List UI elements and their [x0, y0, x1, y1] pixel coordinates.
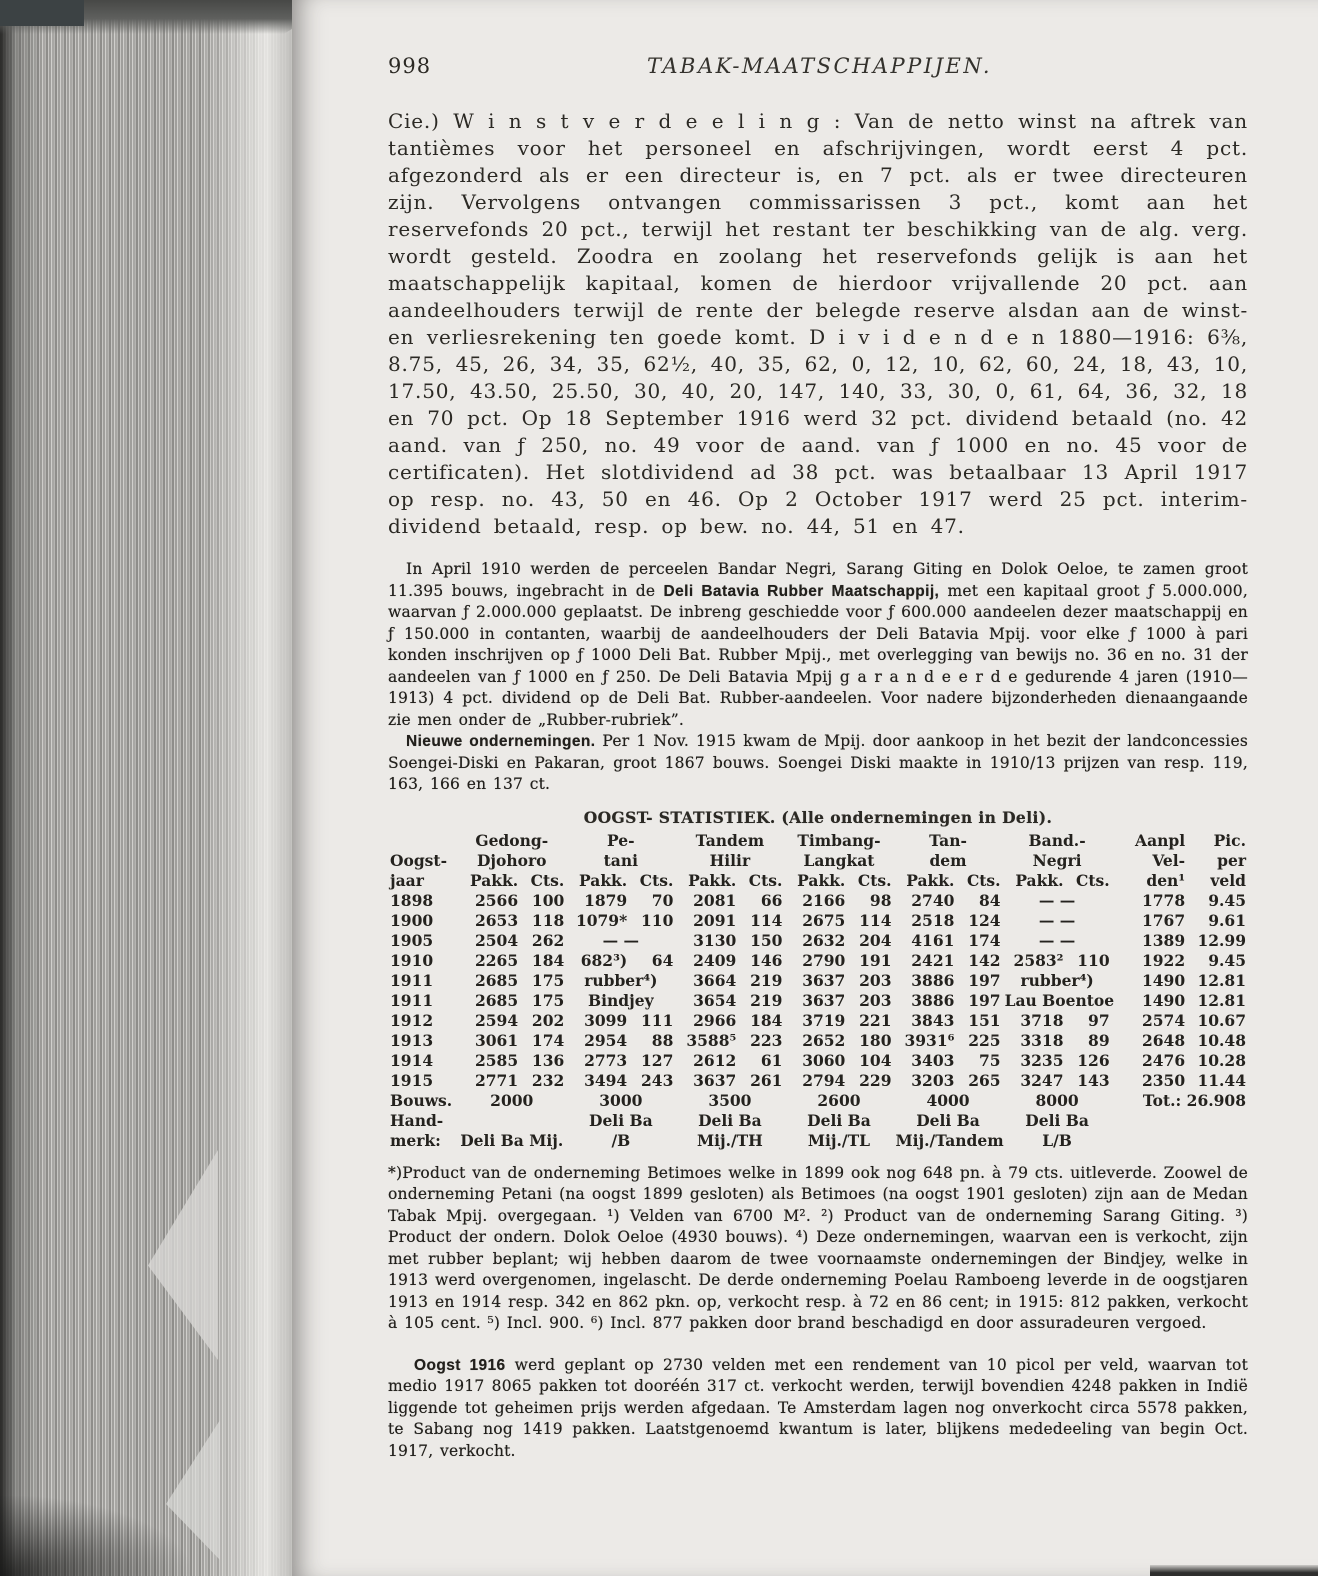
cents-cell: 61 [760, 1050, 783, 1070]
column-header: Aanpl [1135, 830, 1186, 850]
cents-cell: 175 [531, 990, 565, 1010]
cents-cell: 143 [1077, 1070, 1110, 1090]
cents-cell: 98 [869, 890, 892, 910]
cents-cell: 110 [641, 910, 674, 930]
data-row [388, 931, 1248, 951]
column-header: Vel- [1152, 850, 1186, 870]
cents-cell: 243 [641, 1070, 674, 1090]
bouws-cell: 3000 [599, 1090, 643, 1110]
picol-cell: 12.81 [1197, 970, 1246, 990]
pakken-cell: 3886 [911, 990, 955, 1010]
cents-cell: 204 [859, 930, 892, 950]
pakken-cell: 3061 [474, 1030, 519, 1050]
column-header: Pakk. [469, 870, 519, 890]
year-cell: 1911 [390, 990, 434, 1010]
column-header: Cts. [1076, 870, 1110, 890]
text-run: *)Product van de onderneming Betimoes welke in 1899 ook nog 648 pn. à 79 cts. uitleverde. Zoowel de onderneming Petani (na oogst 1899 gesloten) als Betimoes (na oogst 1901 gesloten) zijn aan de Medan Tabak Mpij. overgegaan. ¹) Velden van 6700 M². ²) Product van de onderneming Sarang Giting. ³) Product der ondern. Dolok Oeloe (4930 bouws). ⁴) Deze ondernemingen, waarvan een is verkocht, zijn met rubber beplant; wij hebben daarom de twee voornaamste ondernemingen der Bindjey, welke in 1913 werd overgenomen, ingelascht. De derde onderneming Poelau Ramboeng leverde in de oogstjaren 1913 en 1914 resp. 342 en 862 pkn. op, verkocht resp. à 72 en 86 cent; in 1915: 812 pakken, verkocht à 105 cent. ⁵) Incl. 900. ⁶) Incl. 877 pakken door brand beschadigd en door assuradeuren vergoed. [388, 1163, 1248, 1332]
cents-cell: 223 [750, 1030, 783, 1050]
cents-cell: 118 [531, 910, 565, 930]
column-header: Djohoro [476, 850, 547, 870]
pakken-cell: 2504 [474, 930, 519, 950]
aanplant-cell: 1490 [1141, 970, 1186, 990]
pakken-cell: 2685 [474, 990, 519, 1010]
cents-cell: 184 [750, 1010, 783, 1030]
total-cell: Tot.: 26.908 [1142, 1090, 1246, 1110]
column-header: Cts. [530, 870, 565, 890]
column-header: Pe- [607, 830, 635, 850]
year-cell: 1915 [390, 1070, 434, 1090]
cents-cell: 197 [968, 990, 1001, 1010]
cents-cell: 203 [859, 990, 892, 1010]
bouws-row [388, 1091, 1248, 1111]
cents-cell: 75 [978, 1050, 1001, 1070]
paragraph-april-1910 [388, 559, 1248, 731]
cents-cell: 110 [1077, 950, 1110, 970]
emphasized-text: Nieuwe ondernemingen. [406, 733, 596, 750]
text-run: werd geplant op 2730 velden met een rendement van 10 picol per veld, waarvan tot medio 1917 8065 pakken tot dooréén 317 ct. verkocht werden, terwijl bovendien 4248 pakken in Indië liggende tot geheimen prijs werden afgedaan. Te Amsterdam lagen nog onverkocht circa 5578 pakken, te Sabang nog 1419 pakken. Laatstgenoemd kwantum is later, blijkens mededeeling van begin Oct. 1917, verkocht. [388, 1355, 1249, 1460]
cents-cell: 229 [859, 1070, 892, 1090]
pakken-cell: 3664 [693, 970, 737, 990]
pakken-cell: 3637 [693, 1070, 737, 1090]
pakken-cell: 2790 [802, 950, 846, 970]
column-header: Negri [1032, 850, 1082, 870]
text-run: Per 1 Nov. 1915 kwam de Mpij. door aankoop in het bezit der landconcessies Soengei-Diski en Pakaran, groot 1867 bouws. Soengei Diski maakte in 1910/13 prijzen van resp. 119, 163, 166 en 137 ct. [388, 732, 1248, 793]
column-header: jaar [390, 870, 424, 890]
handmerk-cell: L/B [1042, 1130, 1072, 1150]
pakken-cell: 2632 [802, 930, 846, 950]
pakken-cell: 2585 [474, 1050, 519, 1070]
picol-cell: 9.45 [1208, 950, 1246, 970]
aanplant-cell: 2476 [1141, 1050, 1186, 1070]
pakken-cell: 3886 [911, 970, 955, 990]
cents-cell: 180 [859, 1030, 892, 1050]
pakken-cell: 3718 [1020, 1010, 1064, 1030]
paragraph-winstverdeeling [388, 108, 1248, 540]
span-cell: — — [602, 930, 640, 950]
pakken-cell: 2740 [911, 890, 955, 910]
handmerk-row [388, 1131, 1248, 1151]
handmerk-row [388, 1111, 1248, 1131]
cents-cell: 265 [968, 1070, 1001, 1090]
table-title: OOGST- STATISTIEK. (Alle ondernemingen in Deli). [583, 807, 1053, 827]
column-header: Timbang- [797, 830, 881, 850]
handmerk-cell [457, 1111, 566, 1131]
column-header: Hilir [709, 850, 751, 870]
pakken-cell: 2653 [474, 910, 519, 930]
paragraph-nieuwe-ondernemingen [388, 731, 1248, 796]
cents-cell: 126 [1077, 1050, 1110, 1070]
span-cell: Bindjey [588, 990, 654, 1010]
cents-cell: 104 [859, 1050, 892, 1070]
pakken-cell: 2583² [1013, 950, 1064, 970]
pakken-cell: 2652 [802, 1030, 846, 1050]
aanplant-cell: 2648 [1141, 1030, 1186, 1050]
cents-cell: 100 [531, 890, 565, 910]
picol-cell: 11.44 [1197, 1070, 1246, 1090]
handmerk-cell: Deli Ba Mij. [460, 1130, 564, 1150]
text-run: met een kapitaal groot ƒ 5.000.000, waarvan ƒ 2.000.000 geplaatst. De inbreng geschiedde voor ƒ 600.000 aandeelen dezer maatschappij en ƒ 150.000 in contanten, waarbij de aandeelhouders der Deli Batavia Mpij. voor elke ƒ 1000 à pari konden inschrijven op ƒ 1000 Deli Bat. Rubber Mpij., met overlegging van bewijs no. 36 en no. 31 der aandeelen van ƒ 1000 en ƒ 250. De Deli Batavia Mpij g a r a n d e e r d e gedurende 4 jaren (1910—1913) 4 pct. dividend op de Deli Bat. Rubber-aandeelen. Voor nadere bijzonderheden dienaangaande zie men onder de „Rubber-rubriek”. [388, 581, 1248, 729]
paragraph-oogst-1916 [388, 1355, 1248, 1463]
column-header: per [1217, 850, 1246, 870]
text-run: Cie.) W i n s t v e r d e e l i n g : Van de netto winst na aftrek van tantièmes voor het personeel en afschrijvingen, wordt eerst 4 pct. afgezonderd als er een directeur is, en 7 pct. als er twee directeuren zijn. Vervolgens ontvangen commissarissen 3 pct., komt aan het reservefonds 20 pct., terwijl het restant ter beschikking van de alg. verg. wordt gesteld. Zoodra en zoolang het reservefonds gelijk is aan het maatschappelijk kapitaal, komen de hierdoor vrijvallende 20 pct. aan aandeelhouders terwijl de rente der belegde reserve alsdan aan de winst- en verliesrekening ten goede komt. D i v i d e n d e n 1880—1916: 6⅜, 8.75, 45, 26, 34, 35, 62½, 40, 35, 62, 0, 12, 10, 62, 60, 24, 18, 43, 10, 17.50, 43.50, 25.50, 30, 40, 20, 147, 140, 33, 30, 0, 61, 64, 36, 32, 18 en 70 pct. Op 18 September 1916 werd 32 pct. dividend betaald (no. 42 aand. van ƒ 250, no. 49 voor de aand. van ƒ 1000 en no. 45 voor de certificaten). Het slotdividend ad 38 pct. was betaalbaar 13 April 1917 op resp. no. 43, 50 en 46. Op 2 October 1917 werd 25 pct. interim-dividend betaald, resp. op bew. no. 44, 51 en 47. [388, 109, 1248, 538]
cents-cell: 146 [750, 950, 783, 970]
book-bottom-shadow [0, 1496, 190, 1576]
handmerk-cell: Deli Ba [916, 1110, 980, 1130]
column-header: Pakk. [688, 870, 737, 890]
page-title: TABAK-MAATSCHAPPIJEN. [647, 54, 993, 78]
cents-cell: 174 [531, 1030, 565, 1050]
aanplant-cell: 2350 [1141, 1070, 1186, 1090]
aanplant-cell: 1767 [1141, 910, 1186, 930]
pakken-cell: 2566 [474, 890, 519, 910]
pakken-cell: 4161 [911, 930, 955, 950]
year-cell: 1912 [390, 1010, 434, 1030]
cents-cell: 127 [641, 1050, 674, 1070]
cents-cell: 202 [531, 1010, 565, 1030]
handmerk-cell: Deli Ba [589, 1110, 653, 1130]
pakken-cell: 1079* [575, 910, 628, 930]
cents-cell: 262 [531, 930, 565, 950]
cents-cell: 225 [968, 1030, 1001, 1050]
cents-cell: 219 [750, 970, 783, 990]
year-cell: 1913 [390, 1030, 434, 1050]
cents-cell: 232 [531, 1070, 565, 1090]
cents-cell: 66 [760, 890, 783, 910]
handmerk-cell: Mij./Tandem [895, 1130, 1004, 1150]
empty-cell [1112, 1131, 1248, 1151]
column-header: den¹ [1146, 870, 1186, 890]
pakken-cell: 2685 [474, 970, 519, 990]
book-page-edges [0, 0, 292, 1576]
cents-cell: 114 [859, 910, 892, 930]
span-cell: — — [1038, 910, 1076, 930]
pakken-cell: 2166 [802, 890, 846, 910]
column-header: Pic. [1213, 830, 1246, 850]
column-header: Pakk. [579, 870, 628, 890]
book-cover-corner [0, 0, 84, 26]
column-header: dem [929, 850, 967, 870]
picol-cell: 9.61 [1208, 910, 1246, 930]
aanplant-cell: 1490 [1141, 990, 1186, 1010]
picol-cell: 12.99 [1197, 930, 1246, 950]
header-row [388, 831, 1248, 851]
column-header: Pakk. [1015, 870, 1064, 890]
pakken-cell: 2612 [693, 1050, 737, 1070]
data-row [388, 1011, 1248, 1031]
cents-cell: 197 [968, 970, 1001, 990]
bouws-cell: 8000 [1035, 1090, 1079, 1110]
pakken-cell: 3247 [1020, 1070, 1064, 1090]
pakken-cell: 2421 [911, 950, 955, 970]
data-row [388, 971, 1248, 991]
column-header: Langkat [803, 850, 875, 870]
column-header: Band.- [1028, 830, 1086, 850]
pakken-cell: 2954 [584, 1030, 628, 1050]
span-cell: rubber⁴) [584, 970, 658, 990]
column-header: Tan- [929, 830, 967, 850]
cents-cell: 184 [531, 950, 565, 970]
column-header: Oogst- [390, 850, 447, 870]
cents-cell: 151 [968, 1010, 1001, 1030]
column-header: veld [1210, 870, 1246, 890]
handmerk-cell: Deli Ba [698, 1110, 762, 1130]
column-header [388, 831, 457, 851]
column-header: Pakk. [906, 870, 955, 890]
emphasized-text: Oogst 1916 [414, 1356, 506, 1374]
bouws-cell: 2600 [817, 1090, 861, 1110]
aanplant-cell: 2574 [1141, 1010, 1186, 1030]
oogst-statistiek-table [388, 831, 1248, 1151]
cents-cell: 142 [968, 950, 1001, 970]
empty-cell [1112, 1111, 1248, 1131]
column-header: Cts. [639, 870, 674, 890]
handmerk-cell: Deli Ba [807, 1110, 871, 1130]
cents-cell: 150 [750, 930, 783, 950]
pakken-cell: 2518 [911, 910, 955, 930]
cents-cell: 111 [641, 1010, 674, 1030]
picol-cell: 12.81 [1197, 990, 1246, 1010]
year-cell: 1900 [390, 910, 434, 930]
pakken-cell: 682³) [580, 950, 628, 970]
data-row [388, 1031, 1248, 1051]
column-header: Pakk. [797, 870, 846, 890]
cents-cell: 191 [859, 950, 892, 970]
picol-cell: 10.48 [1197, 1030, 1246, 1050]
pakken-cell: 2265 [474, 950, 519, 970]
span-cell: rubber⁴) [1020, 970, 1094, 990]
cents-cell: 136 [531, 1050, 565, 1070]
handmerk-cell: Mij./TH [696, 1130, 763, 1150]
cents-cell: 97 [1088, 1010, 1110, 1030]
pakken-cell: 3637 [802, 970, 846, 990]
header-row [388, 871, 1248, 891]
pakken-cell: 2773 [584, 1050, 628, 1070]
column-header: tani [603, 850, 638, 870]
cents-cell: 221 [859, 1010, 892, 1030]
column-header: Cts. [857, 870, 892, 890]
pakken-cell: 2794 [802, 1070, 846, 1090]
column-header: Gedong- [475, 830, 549, 850]
cents-cell: 64 [651, 950, 674, 970]
pakken-cell: 3719 [802, 1010, 846, 1030]
data-row [388, 951, 1248, 971]
pakken-cell: 2091 [693, 910, 737, 930]
printed-page [292, 0, 1318, 1576]
page-header [388, 54, 1248, 84]
text-run: In April 1910 werden de perceelen Bandar Negri, Sarang Giting en Dolok Oeloe, te zamen groot 11.395 bouws, ingebracht in de [388, 560, 1248, 600]
page-number: 998 [388, 54, 432, 78]
pakken-cell: 3637 [802, 990, 846, 1010]
pakken-cell: 3588⁵ [686, 1030, 737, 1050]
pakken-cell: 3130 [693, 930, 737, 950]
cents-cell: 89 [1088, 1030, 1110, 1050]
cents-cell: 84 [978, 890, 1001, 910]
data-row [388, 1071, 1248, 1091]
picol-cell: 10.28 [1197, 1050, 1246, 1070]
aanplant-cell: 1389 [1141, 930, 1186, 950]
handmerk-cell: Deli Ba [1025, 1110, 1089, 1130]
cents-cell: 124 [968, 910, 1001, 930]
picol-cell: 10.67 [1197, 1010, 1246, 1030]
scan-bottom-band [1150, 1565, 1318, 1576]
cents-cell: 114 [750, 910, 783, 930]
data-row [388, 1051, 1248, 1071]
year-cell: 1914 [390, 1050, 434, 1070]
cents-cell: 174 [968, 930, 1001, 950]
year-cell: 1898 [390, 890, 434, 910]
pakken-cell: 3403 [911, 1050, 955, 1070]
data-row [388, 911, 1248, 931]
pakken-cell: 3099 [584, 1010, 628, 1030]
pakken-cell: 3654 [693, 990, 737, 1010]
pakken-cell: 2594 [474, 1010, 519, 1030]
pakken-cell: 3318 [1020, 1030, 1064, 1050]
cents-cell: 203 [859, 970, 892, 990]
row-label: Hand- [390, 1110, 444, 1130]
handmerk-cell: /B [611, 1130, 631, 1150]
year-cell: 1911 [390, 970, 434, 990]
column-header: Cts. [966, 870, 1001, 890]
data-row [388, 991, 1248, 1011]
cents-cell: 70 [651, 890, 674, 910]
bouws-cell: 2000 [490, 1090, 534, 1110]
pakken-cell: 2675 [802, 910, 846, 930]
span-cell: — — [1038, 890, 1076, 910]
pakken-cell: 2771 [474, 1070, 519, 1090]
pakken-cell: 3060 [802, 1050, 846, 1070]
pakken-cell: 2409 [693, 950, 737, 970]
pakken-cell: 3843 [911, 1010, 955, 1030]
picol-cell: 9.45 [1208, 890, 1246, 910]
pakken-cell: 3203 [911, 1070, 955, 1090]
emphasized-text: Deli Batavia Rubber Maatschappij, [663, 582, 940, 600]
cents-cell: 88 [651, 1030, 674, 1050]
column-header: Cts. [748, 870, 783, 890]
aanplant-cell: 1778 [1141, 890, 1186, 910]
pakken-cell: 3235 [1020, 1050, 1064, 1070]
cents-cell: 261 [750, 1070, 783, 1090]
row-label: Bouws. [390, 1090, 453, 1110]
year-cell: 1905 [390, 930, 434, 950]
year-cell: 1910 [390, 950, 434, 970]
bouws-cell: 3500 [708, 1090, 752, 1110]
data-row [388, 891, 1248, 911]
column-header: Tandem [695, 830, 765, 850]
pakken-cell: 1879 [584, 890, 628, 910]
pakken-cell: 3494 [584, 1070, 628, 1090]
pakken-cell: 2966 [693, 1010, 737, 1030]
header-row [388, 851, 1248, 871]
footnotes [388, 1163, 1248, 1335]
row-label: merk: [390, 1130, 441, 1150]
handmerk-cell: Mij./TL [807, 1130, 871, 1150]
pakken-cell: 3931⁶ [904, 1030, 955, 1050]
cents-cell: 175 [531, 970, 565, 990]
span-cell: Lau Boentoe [1004, 990, 1115, 1010]
span-cell: — — [1038, 930, 1076, 950]
aanplant-cell: 1922 [1141, 950, 1186, 970]
bouws-cell: 4000 [926, 1090, 970, 1110]
pakken-cell: 2081 [693, 890, 737, 910]
cents-cell: 219 [750, 990, 783, 1010]
